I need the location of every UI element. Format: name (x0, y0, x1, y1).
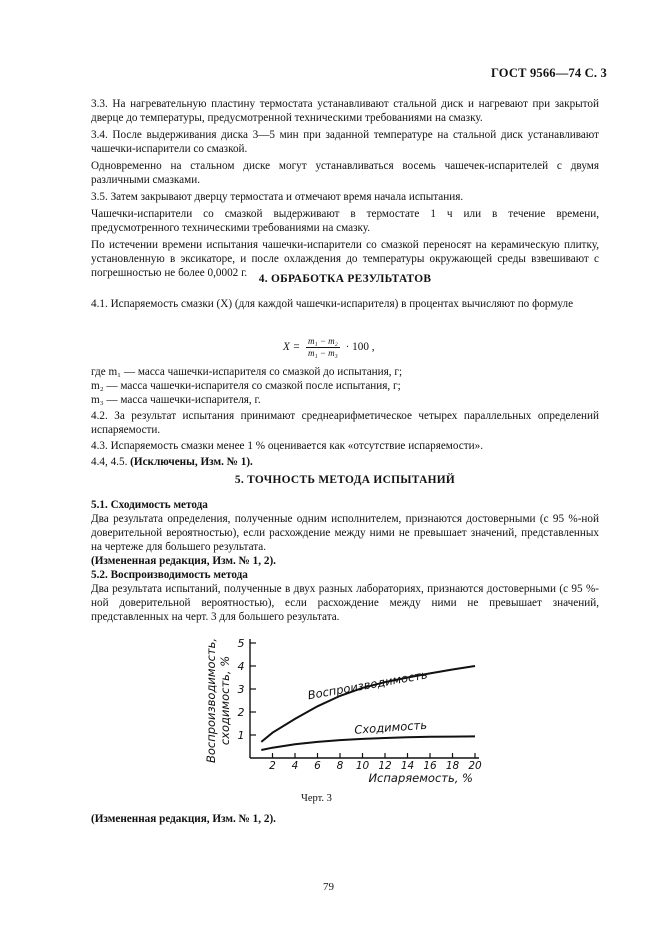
formula-fraction (306, 336, 340, 359)
x-tick-label: 10 (355, 760, 370, 772)
paragraph-4-2: 4.2. За результат испытания принимают среднеарифметическое четырех параллельных определений испаряемости. (91, 410, 599, 436)
x-tick-label: 4 (291, 760, 299, 772)
formula-denominator: m₁ − m₃ (307, 348, 338, 358)
paragraph-3-5-text: 3.5. Затем закрывают дверцу термостата и отмечают время начала испытания. (91, 191, 464, 203)
paragraph-3-4b-text: Одновременно на стальном диске могут устанавливаться восемь чашечек-испарителей с двумя различными смазками. (91, 160, 599, 186)
x-tick-label: 6 (314, 760, 321, 772)
y-tick-label: 4 (237, 660, 245, 673)
y-tick-label: 2 (237, 706, 245, 719)
paragraph-4-4 (91, 455, 599, 469)
series-label-convergence: Сходимость (353, 717, 428, 737)
page-number: 79 (323, 881, 334, 893)
y-tick-label: 5 (237, 637, 245, 650)
chart-axes (250, 639, 479, 758)
x-tick-label: 16 (423, 760, 437, 772)
paragraph-4-1-text: 4.1. Испаряемость смазки (X) (для каждой чашечки-испарителя) в процентах вычисляют по формуле (91, 298, 574, 310)
paragraph-3-5c-text: По истечении времени испытания чашечки-испарители со смазкой переносят на керамическую плитку, установленную в эксикаторе, и после охлаждения до температуры окружающей среды взвешивают с погрешностью не более 0,0002 г. (91, 239, 599, 279)
series-label-reproducibility: Воспроизводимость (306, 667, 429, 703)
section-5-body (91, 498, 599, 624)
edit-note-1: (Измененная редакция, Изм. № 1, 2). (91, 555, 276, 567)
definition-m3: m₃ — масса чашечки-испарителя, г. (91, 394, 261, 406)
paragraph-4-1 (91, 297, 599, 311)
paragraph-3-4-text: 3.4. После выдерживания диска 3—5 мин при заданной температуре на стальной диск устанавливают чашечки-испарители со смазкой. (91, 129, 599, 155)
series-line-2 (261, 736, 475, 750)
section-5-title: 5. ТОЧНОСТЬ МЕТОДА ИСПЫТАНИЙ (234, 474, 456, 486)
x-tick-label: 18 (445, 760, 460, 772)
formula-lhs: X = (283, 341, 301, 354)
paragraph-4-3: 4.3. Испаряемость смазки менее 1 % оценивается как «отсутствие испаряемости». (91, 440, 483, 452)
y-tick-label: 3 (237, 683, 245, 696)
y-axis-label-line2: сходимость, % (218, 655, 232, 746)
chart-ticks (238, 637, 482, 772)
definition-m2: m₂ — масса чашечки-испарителя со смазкой после испытания, г; (91, 380, 401, 392)
paragraph-3-3 (91, 97, 599, 125)
subsection-5-1-title: 5.1. Сходимость метода (91, 499, 208, 511)
section-4-title: 4. ОБРАБОТКА РЕЗУЛЬТАТОВ (258, 273, 432, 285)
paragraph-3-4b (91, 159, 599, 187)
paragraph-3-5b (91, 207, 599, 235)
subsection-5-2-title: 5.2. Воспроизводимость метода (91, 569, 248, 581)
x-tick-label: 12 (378, 760, 392, 772)
paragraph-3-5b-text: Чашечки-испарители со смазкой выдерживают в термостате 1 ч или в течение времени, предусмотренного техническими требованиями на смазку. (91, 208, 599, 234)
subsection-5-1-text: Два результата определения, полученные одним исполнителем, признаются достоверными (с 95 %-ной доверительной вероятностью), если расхождение между ними не превышает значений, представленных на чертеже для большего результата. (91, 513, 599, 553)
chart-3 (200, 630, 490, 785)
page-header: ГОСТ 9566—74 С. 3 (490, 66, 607, 80)
text-block-3 (91, 97, 599, 280)
y-axis-label-line1: Воспроизводимость, (204, 637, 218, 764)
x-tick-label: 2 (269, 760, 276, 772)
subsection-5-2-text: Два результата испытаний, полученные в двух разных лабораториях, признаются достоверными (с 95 %-ной доверительной вероятностью), если расхождение между ними не превышает значений, представленных на черт. 3 для большего результата. (91, 583, 599, 623)
x-tick-label: 8 (336, 760, 344, 772)
edit-note-2: (Измененная редакция, Изм. № 1, 2). (91, 813, 276, 825)
formula-numerator: m₁ − m₂ (307, 336, 338, 346)
x-tick-label: 14 (400, 760, 415, 772)
formula (283, 336, 375, 359)
paragraph-3-5 (91, 190, 599, 204)
figure-caption: Черт. 3 (301, 793, 332, 804)
x-tick-label: 20 (468, 760, 482, 772)
paragraph-3-3-text: 3.3. На нагревательную пластину термостата устанавливают стальной диск и нагревают при закрытой дверце до температуры, предусмотренной техническими требованиями на смазку. (91, 98, 599, 124)
definition-m1: где m₁ — масса чашечки-испарителя со смазкой до испытания, г; (91, 366, 403, 378)
paragraph-4-4-number: 4.4, 4.5. (91, 456, 128, 468)
formula-definitions (91, 365, 599, 469)
paragraph-4-4-text: (Исключены, Изм. № 1). (130, 456, 253, 468)
formula-tail: · 100 , (345, 341, 375, 354)
y-tick-label: 1 (237, 729, 245, 742)
x-axis-label: Испаряемость, % (368, 771, 473, 785)
paragraph-3-4 (91, 128, 599, 156)
